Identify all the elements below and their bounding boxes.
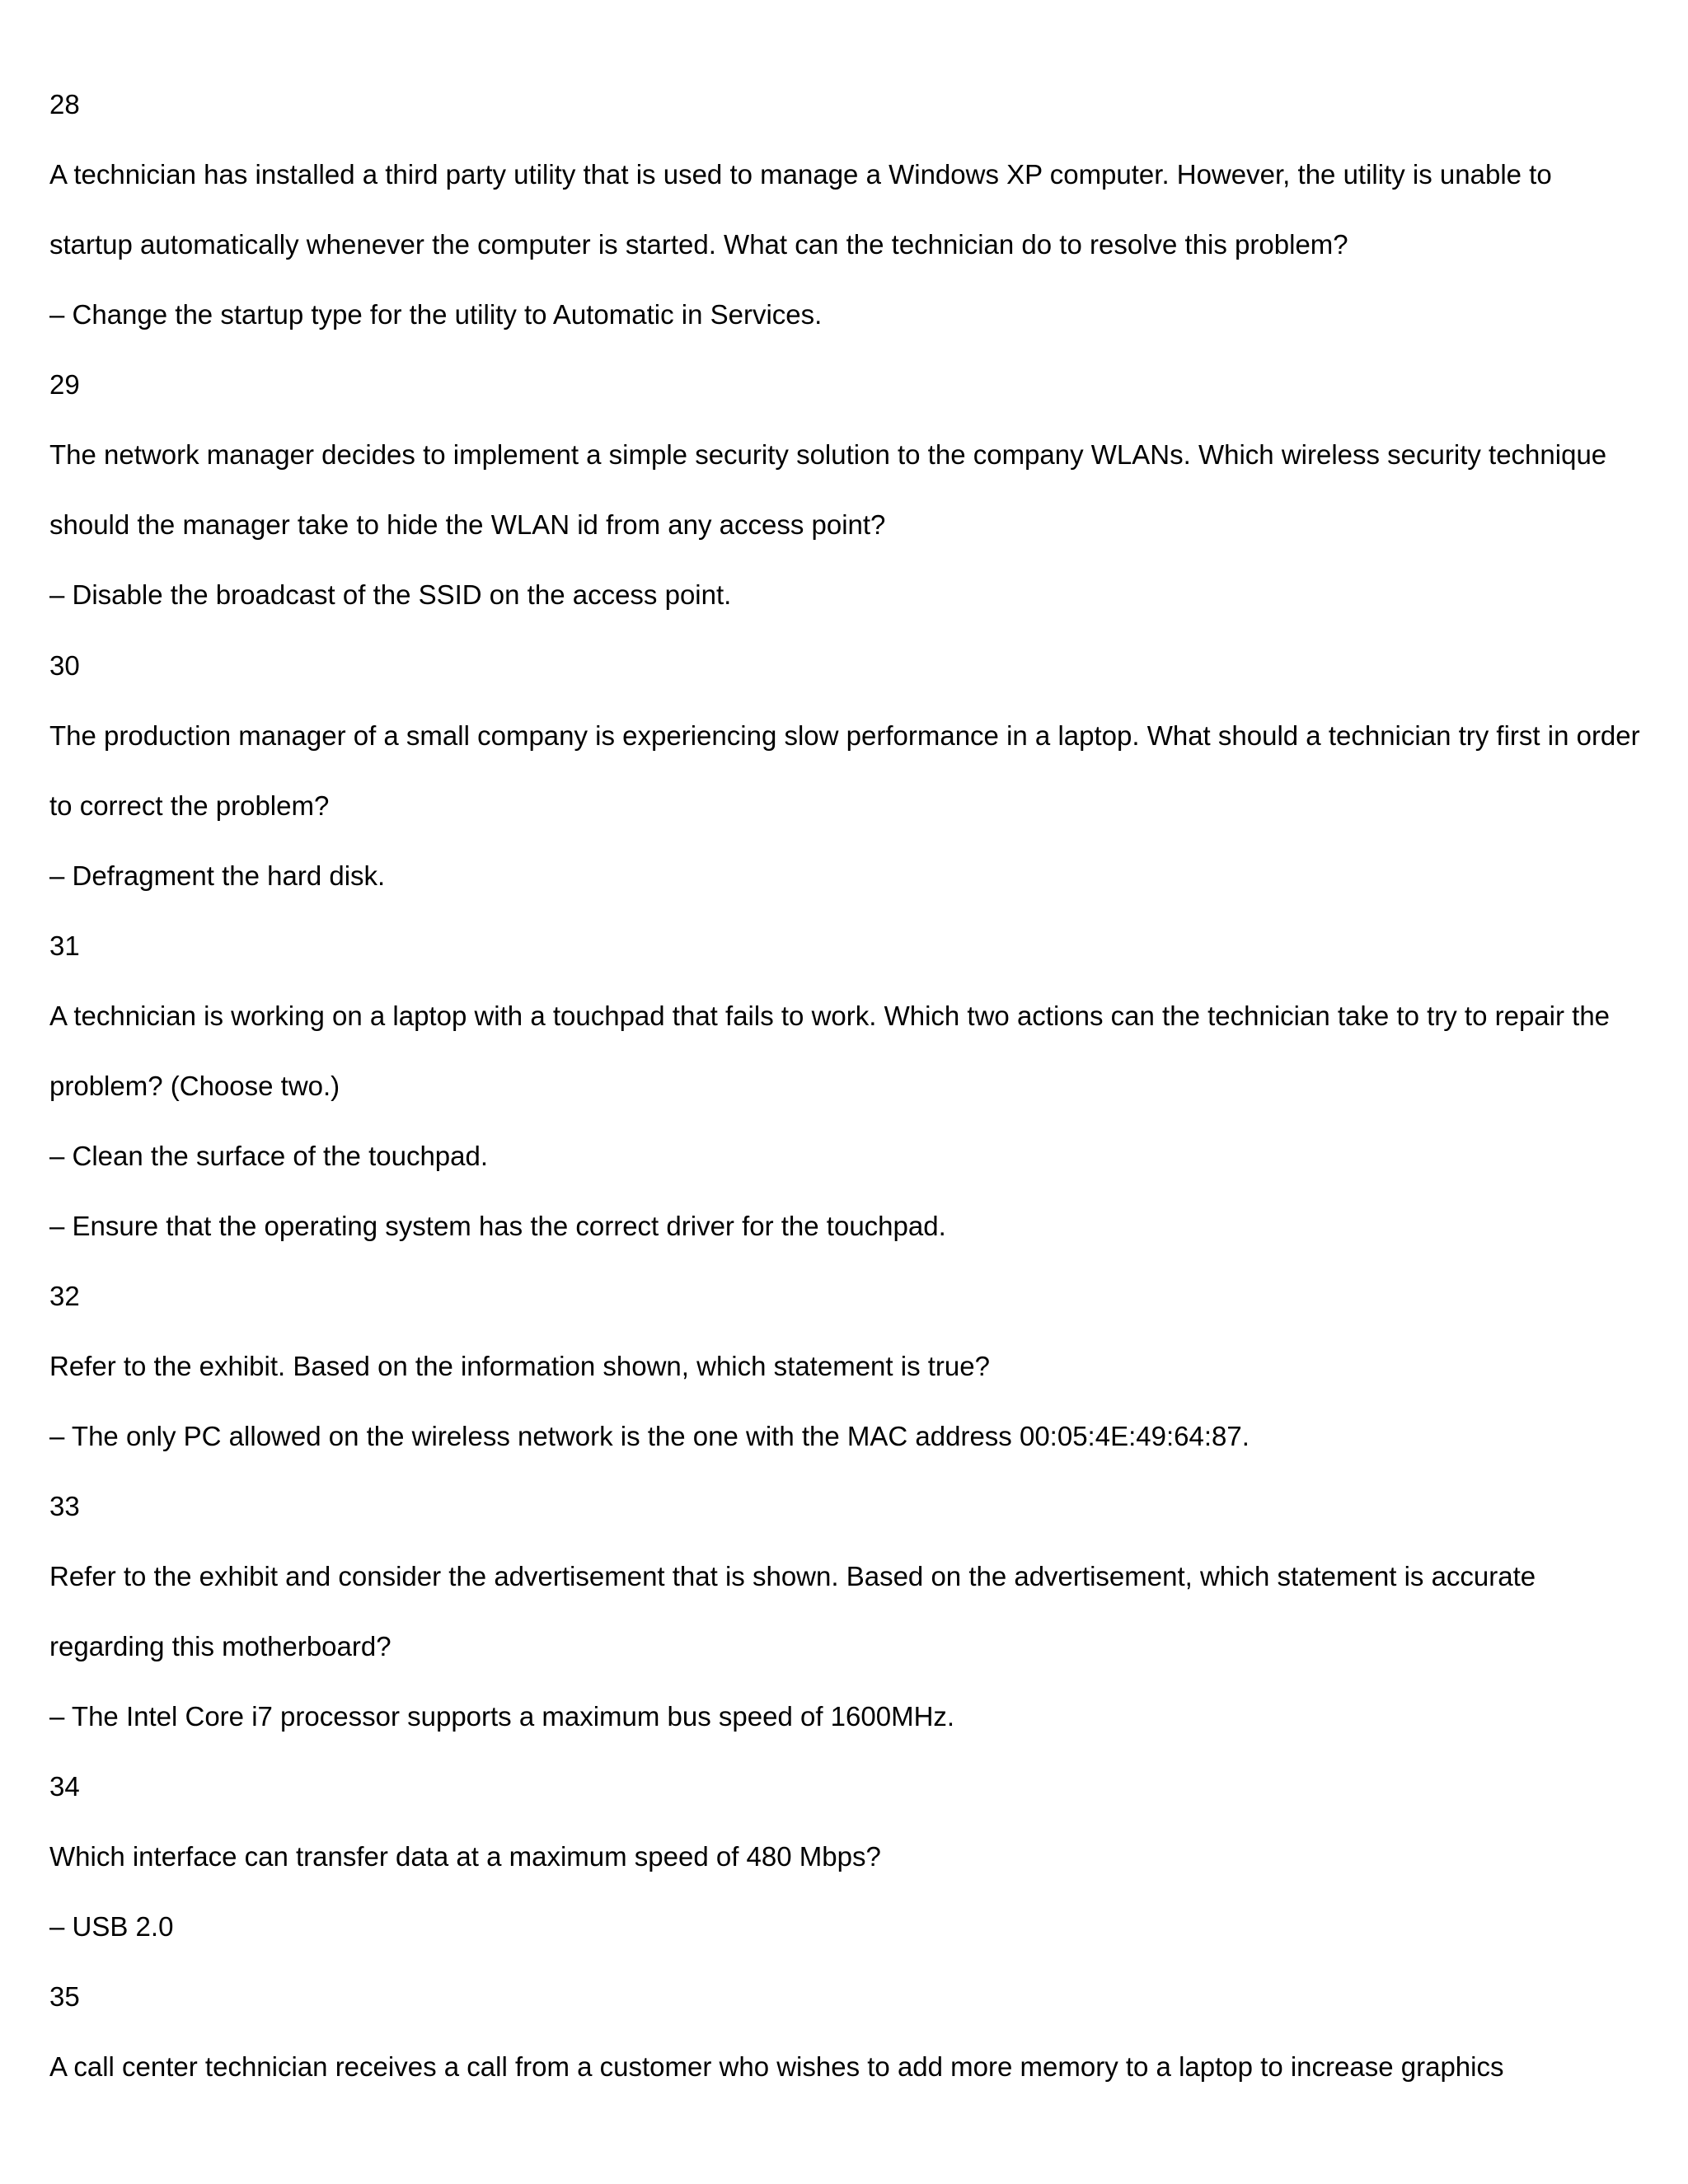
answer-text: – Defragment the hard disk. bbox=[49, 860, 386, 891]
answer-text: – The Intel Core i7 processor supports a maximum bus speed of 1600MHz. bbox=[49, 1701, 955, 1732]
question-text: startup automatically whenever the computer is started. What can the technician do to resolve this problem? bbox=[49, 229, 1348, 260]
question-text: The network manager decides to implement a simple security solution to the company WLANs. Which wireless security technique bbox=[49, 439, 1607, 470]
question-number: 28 bbox=[49, 89, 80, 120]
question-text: Refer to the exhibit and consider the advertisement that is shown. Based on the advertisement, which statement is accurate bbox=[49, 1561, 1536, 1591]
answer-text: – Disable the broadcast of the SSID on the access point. bbox=[49, 579, 732, 610]
question-text: A technician has installed a third party utility that is used to manage a Windows XP computer. However, the utility is unable to bbox=[49, 159, 1552, 190]
question-text: problem? (Choose two.) bbox=[49, 1071, 340, 1101]
answer-text: – Clean the surface of the touchpad. bbox=[49, 1141, 489, 1171]
question-text: A call center technician receives a call from a customer who wishes to add more memory to a laptop to increase graphics bbox=[49, 2051, 1504, 2082]
question-text: Which interface can transfer data at a maximum speed of 480 Mbps? bbox=[49, 1841, 881, 1872]
answer-text: – Ensure that the operating system has the correct driver for the touchpad. bbox=[49, 1211, 946, 1241]
answer-text: – Change the startup type for the utility to Automatic in Services. bbox=[49, 299, 823, 330]
question-text: Refer to the exhibit. Based on the information shown, which statement is true? bbox=[49, 1351, 990, 1381]
question-number: 32 bbox=[49, 1281, 80, 1311]
question-text: should the manager take to hide the WLAN id from any access point? bbox=[49, 509, 886, 540]
question-number: 35 bbox=[49, 1981, 80, 2012]
answer-text: – The only PC allowed on the wireless network is the one with the MAC address 00:05:4E:49:64:87. bbox=[49, 1421, 1250, 1451]
question-number: 33 bbox=[49, 1491, 80, 1521]
question-text: to correct the problem? bbox=[49, 790, 330, 821]
question-number: 29 bbox=[49, 369, 80, 400]
question-text: A technician is working on a laptop with a touchpad that fails to work. Which two actions can the technician take to try to repair the bbox=[49, 1001, 1611, 1031]
question-number: 31 bbox=[49, 930, 80, 961]
question-number: 34 bbox=[49, 1771, 80, 1802]
answer-text: – USB 2.0 bbox=[49, 1911, 174, 1942]
question-number: 30 bbox=[49, 650, 80, 681]
question-text: regarding this motherboard? bbox=[49, 1631, 392, 1661]
question-text: The production manager of a small company is experiencing slow performance in a laptop. What should a technician try first in order bbox=[49, 720, 1640, 751]
